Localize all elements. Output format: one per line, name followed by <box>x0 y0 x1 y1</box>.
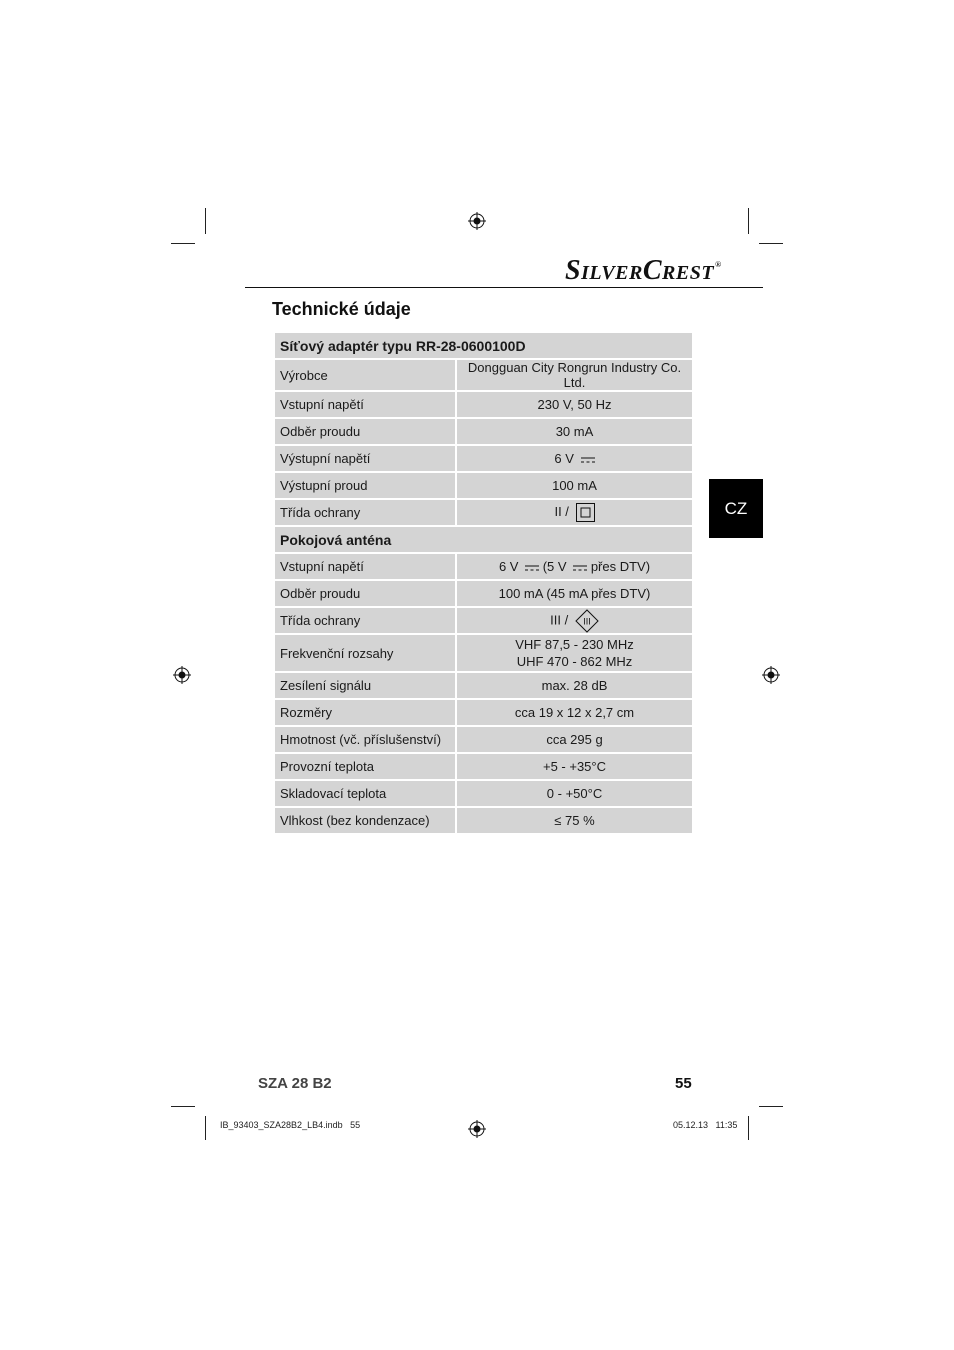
page-number: 55 <box>675 1075 692 1092</box>
value-line: UHF 470 - 862 MHz <box>516 654 633 669</box>
brand-logo: SILVERCREST® <box>565 255 722 286</box>
value-text: přes DTV) <box>590 559 651 574</box>
table-row <box>274 580 693 607</box>
crop-mark <box>748 1116 749 1140</box>
row-label: Frekvenční rozsahy <box>274 634 456 672</box>
row-label: Rozměry <box>274 699 456 726</box>
row-label: Hmotnost (vč. příslušenství) <box>274 726 456 753</box>
section-heading: Pokojová anténa <box>274 526 693 553</box>
table-row <box>274 699 693 726</box>
crop-mark <box>205 208 206 234</box>
row-value <box>456 607 693 634</box>
row-value <box>456 634 693 672</box>
table-row <box>274 672 693 699</box>
row-label: Skladovací teplota <box>274 780 456 807</box>
registration-mark-icon <box>468 1120 486 1138</box>
row-label: Odběr proudu <box>274 418 456 445</box>
value-text: III / <box>550 611 569 627</box>
header-rule <box>245 287 763 288</box>
value-text: 6 V <box>498 559 519 574</box>
print-slug-file: IB_93403_SZA28B2_LB4.indb 55 <box>220 1120 361 1130</box>
row-label: Výrobce <box>274 359 456 391</box>
row-label: Třída ochrany <box>274 499 456 526</box>
print-slug-date: 05.12.13 11:35 <box>673 1120 738 1130</box>
row-value <box>456 499 693 526</box>
crop-mark <box>205 1116 206 1140</box>
crop-mark <box>759 243 783 244</box>
row-value: ≤ 75 % <box>456 807 693 834</box>
table-row <box>274 726 693 753</box>
dc-current-icon <box>581 456 595 464</box>
row-value: cca 295 g <box>456 726 693 753</box>
row-value: cca 19 x 12 x 2,7 cm <box>456 699 693 726</box>
row-label: Třída ochrany <box>274 607 456 634</box>
row-value: +5 - +35°C <box>456 753 693 780</box>
row-label: Výstupní proud <box>274 472 456 499</box>
row-value <box>456 553 693 580</box>
row-value: 230 V, 50 Hz <box>456 391 693 418</box>
registration-mark-icon <box>468 212 486 230</box>
row-label: Vstupní napětí <box>274 553 456 580</box>
class-iii-label: III <box>583 616 591 626</box>
row-label: Vlhkost (bez kondenzace) <box>274 807 456 834</box>
crop-mark <box>171 243 195 244</box>
registration-mark-icon <box>173 666 191 684</box>
protection-class-ii-icon <box>576 503 595 522</box>
table-row <box>274 607 693 634</box>
table-row <box>274 807 693 834</box>
table-row <box>274 359 693 391</box>
value-text: (5 V <box>542 559 567 574</box>
protection-class-iii-icon <box>575 609 599 633</box>
table-row <box>274 391 693 418</box>
row-value: max. 28 dB <box>456 672 693 699</box>
table-row <box>274 553 693 580</box>
section-heading: Síťový adaptér typu RR-28-0600100D <box>274 332 693 359</box>
table-row <box>274 445 693 472</box>
spec-table <box>273 331 694 835</box>
dc-current-icon <box>573 564 587 572</box>
value-line: VHF 87,5 - 230 MHz <box>515 637 634 652</box>
row-label: Zesílení signálu <box>274 672 456 699</box>
row-value: 100 mA <box>456 472 693 499</box>
dc-current-icon <box>525 564 539 572</box>
row-label: Vstupní napětí <box>274 391 456 418</box>
crop-mark <box>759 1106 783 1107</box>
table-row <box>274 418 693 445</box>
language-tab: CZ <box>709 479 763 538</box>
row-value: 0 - +50°C <box>456 780 693 807</box>
crop-mark <box>171 1106 195 1107</box>
row-label: Provozní teplota <box>274 753 456 780</box>
table-row <box>274 634 693 672</box>
row-label: Výstupní napětí <box>274 445 456 472</box>
row-label: Odběr proudu <box>274 580 456 607</box>
value-text: 6 V <box>554 451 574 466</box>
table-row <box>274 499 693 526</box>
page-title: Technické údaje <box>272 299 411 319</box>
registration-mark-icon <box>762 666 780 684</box>
table-row <box>274 753 693 780</box>
row-value: 30 mA <box>456 418 693 445</box>
table-row <box>274 780 693 807</box>
value-text: II / <box>554 503 569 519</box>
row-value <box>456 445 693 472</box>
footer-model: SZA 28 B2 <box>258 1075 332 1092</box>
crop-mark <box>748 208 749 234</box>
row-value: 100 mA (45 mA přes DTV) <box>456 580 693 607</box>
table-row <box>274 472 693 499</box>
row-value: Dongguan City Rongrun Industry Co. Ltd. <box>456 359 693 391</box>
